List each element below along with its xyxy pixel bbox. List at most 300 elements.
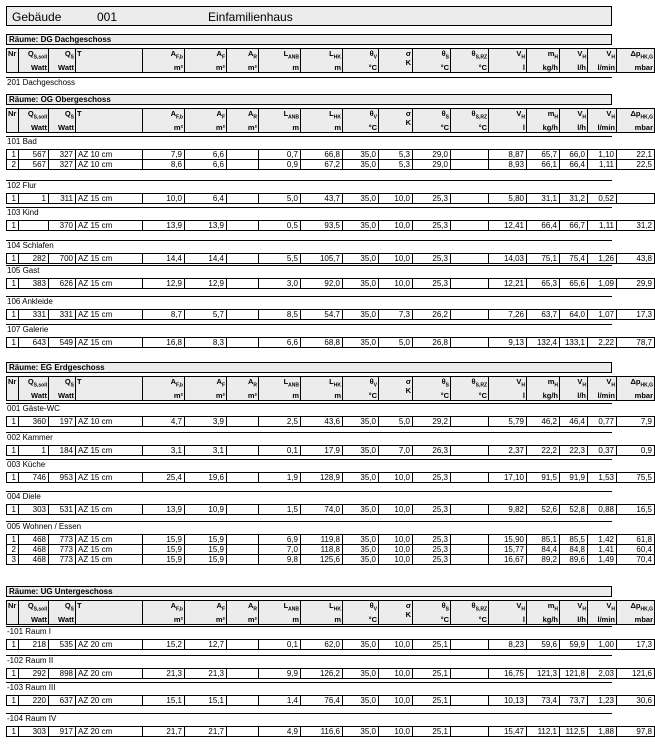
column-header-cell (227, 109, 259, 133)
column-header-subscript: ANB (288, 54, 299, 61)
table-cell: 12,9 (185, 279, 227, 289)
table-cell: AZ 20 cm (76, 727, 143, 737)
column-header-subscript: S (70, 114, 74, 121)
table-cell: 2 (7, 160, 19, 170)
table-cell: 6,6 (185, 160, 227, 170)
column-header-subscript: S,soll (33, 114, 47, 121)
table-cell: 84,8 (560, 545, 588, 555)
table-cell: 21,3 (185, 669, 227, 679)
table-cell: AZ 15 cm (76, 194, 143, 204)
room-name: -103 Raum III (7, 683, 56, 692)
column-header-cell (379, 109, 413, 133)
table-cell: 2,22 (588, 338, 617, 348)
column-header-subscript: HK (333, 606, 341, 613)
table-cell: 16,75 (489, 669, 527, 679)
table-row (7, 221, 655, 231)
table-cell: 1 (7, 446, 19, 456)
row-divider (6, 713, 612, 714)
table-cell: 25,3 (413, 535, 451, 545)
table-cell: 89,2 (527, 555, 560, 565)
column-header-label: V (606, 601, 612, 610)
column-header-subscript: R (253, 606, 257, 613)
table-cell: 128,9 (301, 473, 343, 483)
column-header-subscript: F (221, 54, 225, 61)
table-cell: 8,23 (489, 640, 527, 650)
column-header-label: V (516, 49, 522, 58)
row-divider (6, 682, 612, 683)
row-divider (6, 77, 612, 78)
table-cell: 29,0 (413, 150, 451, 160)
table-cell: 218 (19, 640, 49, 650)
table-cell: 1,00 (588, 640, 617, 650)
table-cell: 2 (7, 545, 19, 555)
table-cell: 5,0 (259, 194, 301, 204)
column-header-cell (301, 601, 343, 625)
table-cell: 1,88 (588, 727, 617, 737)
column-header-subscript: H (582, 606, 586, 613)
table-cell: 6,9 (259, 535, 301, 545)
table-cell (451, 535, 489, 545)
column-header-subscript: S (445, 606, 449, 613)
table-row (7, 505, 655, 515)
column-header-label: V (516, 601, 522, 610)
table-cell (227, 221, 259, 231)
column-header-label: L (329, 601, 334, 610)
row-divider (6, 265, 612, 266)
table-cell: AZ 10 cm (76, 150, 143, 160)
column-header-subscript: HK (333, 114, 341, 121)
column-header-label: A (247, 109, 254, 118)
row-divider (6, 324, 612, 325)
table-cell: 549 (49, 338, 76, 348)
table-row (7, 545, 655, 555)
table-row (7, 310, 655, 320)
table-cell: 92,0 (301, 279, 343, 289)
table-cell: 35,0 (343, 194, 379, 204)
table-cell: 8,93 (489, 160, 527, 170)
table-cell: 35,0 (343, 473, 379, 483)
table-cell: 15,9 (185, 545, 227, 555)
column-header-cell (259, 601, 301, 625)
column-header-label: mbar (634, 122, 653, 132)
table-cell: 112,5 (560, 727, 588, 737)
column-header-label: θ (471, 377, 476, 386)
table-cell: 17,3 (617, 310, 655, 320)
column-header-label: A (216, 377, 222, 386)
column-header-cell (301, 377, 343, 401)
table-cell: 773 (49, 545, 76, 555)
room-data-table (6, 445, 655, 456)
table-cell: 3,0 (259, 279, 301, 289)
column-header-label: Δp (630, 601, 641, 610)
column-header-label: T (77, 49, 82, 58)
column-header-subscript: S (70, 606, 74, 613)
column-header-label: θ (369, 49, 374, 58)
table-cell: 65,6 (560, 279, 588, 289)
table-cell: 21,7 (185, 727, 227, 737)
table-cell: 8,5 (259, 310, 301, 320)
table-cell: 8,7 (143, 310, 185, 320)
table-cell: 31,2 (617, 221, 655, 231)
column-header-subscript: H (521, 114, 525, 121)
column-header-cell (19, 49, 49, 73)
table-cell: 8,3 (185, 338, 227, 348)
table-cell: 59,9 (560, 640, 588, 650)
column-header-label: A (216, 601, 222, 610)
column-header-cell (451, 109, 489, 133)
column-header-label: °C (368, 390, 377, 400)
column-header-subscript: H (611, 114, 615, 121)
table-cell: 15,1 (185, 696, 227, 706)
column-header-label: V (606, 49, 612, 58)
column-header-cell (49, 377, 76, 401)
column-header-subscript: H (521, 606, 525, 613)
column-header-label: mbar (634, 62, 653, 72)
table-cell: 303 (19, 505, 49, 515)
column-header-subscript: HK (333, 54, 341, 61)
column-header-cell (185, 377, 227, 401)
table-cell: 13,9 (143, 505, 185, 515)
table-cell: 9,9 (259, 669, 301, 679)
column-header-label: θ (441, 601, 446, 610)
table-cell: 118,8 (301, 545, 343, 555)
table-cell: 637 (49, 696, 76, 706)
row-divider (6, 432, 612, 433)
column-header-label: A (247, 377, 254, 386)
column-header-label: l (522, 390, 525, 400)
table-cell: 5,79 (489, 417, 527, 427)
column-header-subscript: ANB (288, 114, 299, 121)
table-cell: 10,0 (379, 696, 413, 706)
column-header-label: K (405, 386, 411, 395)
table-cell: 35,0 (343, 221, 379, 231)
table-cell: 66,4 (560, 160, 588, 170)
row-divider (6, 240, 612, 241)
column-header-label: V (577, 109, 583, 118)
column-header-label: Q (27, 377, 34, 386)
table-cell: 13,9 (143, 221, 185, 231)
column-header-subscript: F (221, 606, 225, 613)
column-header-subscript: F,b (176, 54, 183, 61)
table-cell: 68,8 (301, 338, 343, 348)
table-cell (451, 640, 489, 650)
column-header-label: °C (440, 122, 449, 132)
table-cell: 6,6 (259, 338, 301, 348)
room-data-table (6, 726, 655, 737)
column-header-cell (143, 377, 185, 401)
table-cell: 10,0 (379, 535, 413, 545)
table-cell (451, 338, 489, 348)
table-row (7, 160, 655, 170)
table-cell: 73,4 (527, 696, 560, 706)
column-header-label: V (577, 601, 583, 610)
column-header-label: m² (215, 62, 225, 72)
table-cell (227, 310, 259, 320)
table-cell: 220 (19, 696, 49, 706)
table-cell: 3,1 (143, 446, 185, 456)
column-header-label: A (247, 49, 254, 58)
table-cell: 35,0 (343, 505, 379, 515)
column-header-table (6, 108, 655, 133)
table-cell: 43,8 (617, 254, 655, 264)
table-cell (227, 669, 259, 679)
column-header-label: °C (478, 62, 487, 72)
column-header-subscript: H (611, 606, 615, 613)
column-header-subscript: R (253, 114, 257, 121)
table-cell: 1,09 (588, 279, 617, 289)
column-header-label: Watt (31, 62, 47, 72)
column-header-label: σ (405, 109, 411, 118)
table-cell: 1 (7, 696, 19, 706)
table-cell: 12,21 (489, 279, 527, 289)
table-cell: 54,7 (301, 310, 343, 320)
column-header-cell (588, 109, 617, 133)
table-cell: 116,6 (301, 727, 343, 737)
column-header-cell (489, 109, 527, 133)
table-row (7, 279, 655, 289)
table-cell: 15,90 (489, 535, 527, 545)
column-header-subscript: R (253, 54, 257, 61)
table-cell: 331 (19, 310, 49, 320)
table-cell: 0,88 (588, 505, 617, 515)
table-cell: AZ 15 cm (76, 221, 143, 231)
column-header-subscript: F,b (176, 606, 183, 613)
table-cell: 35,0 (343, 545, 379, 555)
section-title: Räume: DG Dachgeschoss (6, 34, 612, 45)
column-header-label: Nr (8, 377, 17, 386)
table-cell: 468 (19, 555, 49, 565)
table-cell (227, 338, 259, 348)
table-cell (227, 150, 259, 160)
row-divider (6, 459, 612, 460)
column-header-subscript: F,b (176, 382, 183, 389)
table-cell: 75,4 (560, 254, 588, 264)
table-cell: 5,3 (379, 160, 413, 170)
table-cell: 1,42 (588, 535, 617, 545)
room-data-table (6, 639, 655, 650)
table-cell (451, 727, 489, 737)
table-cell (227, 254, 259, 264)
table-cell: 1 (7, 150, 19, 160)
table-cell: 66,7 (560, 221, 588, 231)
table-cell (451, 150, 489, 160)
table-cell: 25,3 (413, 194, 451, 204)
column-header-label: L (329, 49, 334, 58)
column-header-label: l (522, 614, 525, 624)
table-cell: 35,0 (343, 535, 379, 545)
table-cell: 10,0 (379, 221, 413, 231)
table-cell: 360 (19, 417, 49, 427)
room-name: 005 Wohnen / Essen (7, 522, 82, 531)
column-header-subscript: ANB (288, 382, 299, 389)
column-header-label: K (405, 58, 411, 67)
table-cell: AZ 15 cm (76, 545, 143, 555)
column-header-subscript: F (221, 114, 225, 121)
column-header-cell (588, 601, 617, 625)
column-header-cell (560, 109, 588, 133)
table-cell (451, 194, 489, 204)
table-cell: 1 (7, 535, 19, 545)
table-cell: 121,3 (527, 669, 560, 679)
table-cell (227, 555, 259, 565)
table-cell: 7,0 (379, 446, 413, 456)
table-cell: 52,6 (527, 505, 560, 515)
column-header-label: l/min (597, 390, 615, 400)
table-cell: 10,0 (379, 473, 413, 483)
table-cell (451, 669, 489, 679)
section-title: Räume: OG Obergeschoss (6, 94, 612, 105)
table-cell: 773 (49, 555, 76, 565)
room-data-table (6, 668, 655, 679)
table-cell: 917 (49, 727, 76, 737)
table-cell: 12,7 (185, 640, 227, 650)
table-cell: 46,4 (560, 417, 588, 427)
table-cell: 52,8 (560, 505, 588, 515)
table-cell: 7,26 (489, 310, 527, 320)
table-cell: 31,2 (560, 194, 588, 204)
table-cell: 0,9 (617, 446, 655, 456)
column-header-cell (7, 377, 19, 401)
table-cell: 26,2 (413, 310, 451, 320)
column-header-label: °C (478, 122, 487, 132)
table-cell: 383 (19, 279, 49, 289)
table-cell: 25,3 (413, 545, 451, 555)
table-cell: 15,9 (143, 555, 185, 565)
column-header-cell (19, 109, 49, 133)
room-name: 103 Kind (7, 208, 39, 217)
table-row (7, 446, 655, 456)
table-cell: 13,9 (185, 221, 227, 231)
column-header-label: m² (173, 62, 183, 72)
row-divider (6, 136, 612, 137)
column-header-label: m (334, 122, 341, 132)
column-header-subscript: H (554, 606, 558, 613)
column-header-label: l/min (597, 122, 615, 132)
column-header-cell (227, 601, 259, 625)
table-cell: 567 (19, 150, 49, 160)
table-cell: 4,9 (259, 727, 301, 737)
table-cell: 121,8 (560, 669, 588, 679)
table-cell: 10,13 (489, 696, 527, 706)
table-cell: 1 (19, 194, 49, 204)
table-cell: 1,11 (588, 160, 617, 170)
table-cell: 76,4 (301, 696, 343, 706)
table-cell: 112,1 (527, 727, 560, 737)
column-header-label: °C (440, 390, 449, 400)
table-cell (227, 446, 259, 456)
column-header-cell (413, 377, 451, 401)
column-header-label: m (292, 614, 299, 624)
table-cell: 60,4 (617, 545, 655, 555)
table-cell: 567 (19, 160, 49, 170)
table-cell: 5,5 (259, 254, 301, 264)
building-label: Gebäude (12, 10, 62, 24)
table-cell: 26,8 (413, 338, 451, 348)
table-cell (451, 473, 489, 483)
row-divider (6, 296, 612, 297)
table-cell: 0,37 (588, 446, 617, 456)
table-cell: AZ 10 cm (76, 160, 143, 170)
table-cell: 3,9 (185, 417, 227, 427)
table-cell: 531 (49, 505, 76, 515)
table-cell: 7,3 (379, 310, 413, 320)
column-header-label: kg/h (542, 390, 558, 400)
table-cell: 773 (49, 535, 76, 545)
table-cell: 35,0 (343, 669, 379, 679)
column-header-subscript: V (373, 114, 377, 121)
column-header-label: Δp (630, 377, 641, 386)
column-header-subscript: S (445, 382, 449, 389)
column-header-subscript: S (445, 54, 449, 61)
table-cell: 8,6 (143, 160, 185, 170)
table-cell: 15,9 (185, 555, 227, 565)
table-cell: 7,9 (143, 150, 185, 160)
table-cell: 3,1 (185, 446, 227, 456)
table-cell: 5,3 (379, 150, 413, 160)
table-cell: 1 (7, 221, 19, 231)
table-cell: 35,0 (343, 417, 379, 427)
column-header-label: Watt (31, 614, 47, 624)
column-header-label: A (170, 601, 177, 610)
room-data-table (6, 534, 655, 565)
column-header-cell (301, 109, 343, 133)
column-header-subscript: S,RZ (475, 114, 487, 121)
column-header-label: °C (478, 614, 487, 624)
column-header-subscript: V (373, 382, 377, 389)
room-name: -102 Raum II (7, 656, 54, 665)
column-header-cell (343, 109, 379, 133)
table-cell: 65,7 (527, 150, 560, 160)
table-cell: 25,1 (413, 640, 451, 650)
column-header-label: θ (369, 601, 374, 610)
table-cell: 9,13 (489, 338, 527, 348)
table-cell: 15,9 (143, 545, 185, 555)
room-data-table (6, 278, 655, 289)
table-cell: 12,41 (489, 221, 527, 231)
table-row (7, 338, 655, 348)
column-header-label: A (170, 377, 177, 386)
column-header-label: θ (369, 109, 374, 118)
column-header-subscript: HK (333, 382, 341, 389)
table-cell: 97,8 (617, 727, 655, 737)
table-cell (227, 535, 259, 545)
column-header-subscript: V (373, 606, 377, 613)
column-header-label: m² (247, 390, 257, 400)
table-cell: 5,0 (379, 338, 413, 348)
table-cell: 10,0 (143, 194, 185, 204)
table-cell (451, 696, 489, 706)
column-header-cell (76, 49, 143, 73)
column-header-label: m² (173, 390, 183, 400)
table-cell: 1,07 (588, 310, 617, 320)
room-name: 003 Küche (7, 460, 46, 469)
table-cell: 25,3 (413, 505, 451, 515)
column-header-cell (489, 49, 527, 73)
column-header-label: Q (64, 49, 71, 58)
column-header-cell (49, 109, 76, 133)
column-header-cell (185, 49, 227, 73)
table-cell: 43,6 (301, 417, 343, 427)
column-header-label: Q (64, 601, 71, 610)
column-header-label: A (216, 109, 222, 118)
column-header-subscript: H (611, 382, 615, 389)
table-cell: 0,1 (259, 640, 301, 650)
table-cell (227, 194, 259, 204)
table-cell: 61,8 (617, 535, 655, 545)
column-header-label: °C (440, 62, 449, 72)
column-header-cell (143, 109, 185, 133)
column-header-label: Watt (31, 390, 47, 400)
